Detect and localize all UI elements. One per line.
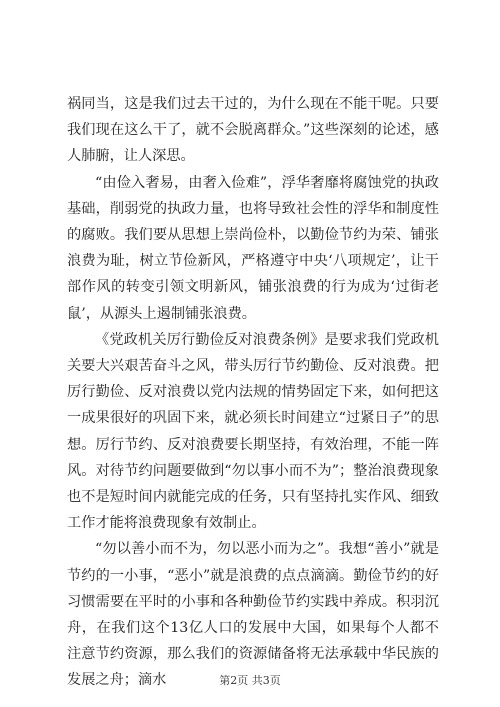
paragraph-3: 《党政机关厉行勤俭反对浪费条例》是要求我们党政机关要大兴艰苦奋斗之风，带头厉行节约勤俭、反对浪费。把厉行勤俭、反对浪费以党内法规的情势固定下来，如何把这一成果很好的巩固下来，就必须长时间建立“过紧日子”的思想。厉行节约、反对浪费要长期坚持，有效治理，不能一阵风。对待节约问题要做到“勿以事小而不为”；整治浪费现象也不是短时间内就能完成的任务，只有坚持扎实作风、细致工作才能将浪费现象有效制止。: [67, 331, 439, 532]
paragraph-1: 祸同当，这是我们过去干过的，为什么现在不能干呢。只要我们现在这么干了，就不会脱离群众。”这些深刻的论述，感人肺腑，让人深思。: [67, 96, 439, 165]
paragraph-2: “由俭入奢易，由奢入俭难”，浮华奢靡将腐蚀党的执政基础，削弱党的执政力量，也将导致社会性的浮华和制度性的腐败。我们要从思想上崇尚俭朴，以勤俭节约为荣、铺张浪费为耻，树立节俭新风，严格遵守中央‘八项规定’，让干部作风的转变引领文明新风，铺张浪费的行为成为‘过街老鼠’，从源头上遏制铺张浪费。: [67, 174, 439, 322]
paragraph-4: “勿以善小而不为，勿以恶小而为之”。我想“善小”就是节约的一小事，“恶小”就是浪费的点点滴滴。勤俭节约的好习惯需要在平时的小事和各种勤俭节约实践中养成。积羽沉舟，在我们这个13亿人口的发展中大国，如果每个人都不注意节约资源，那么我们的资源储备将无法承载中华民族的发展之舟；滴水: [67, 541, 439, 689]
document-body: [67, 91, 439, 694]
page-number-footer: 第2页 共3页: [219, 674, 281, 687]
